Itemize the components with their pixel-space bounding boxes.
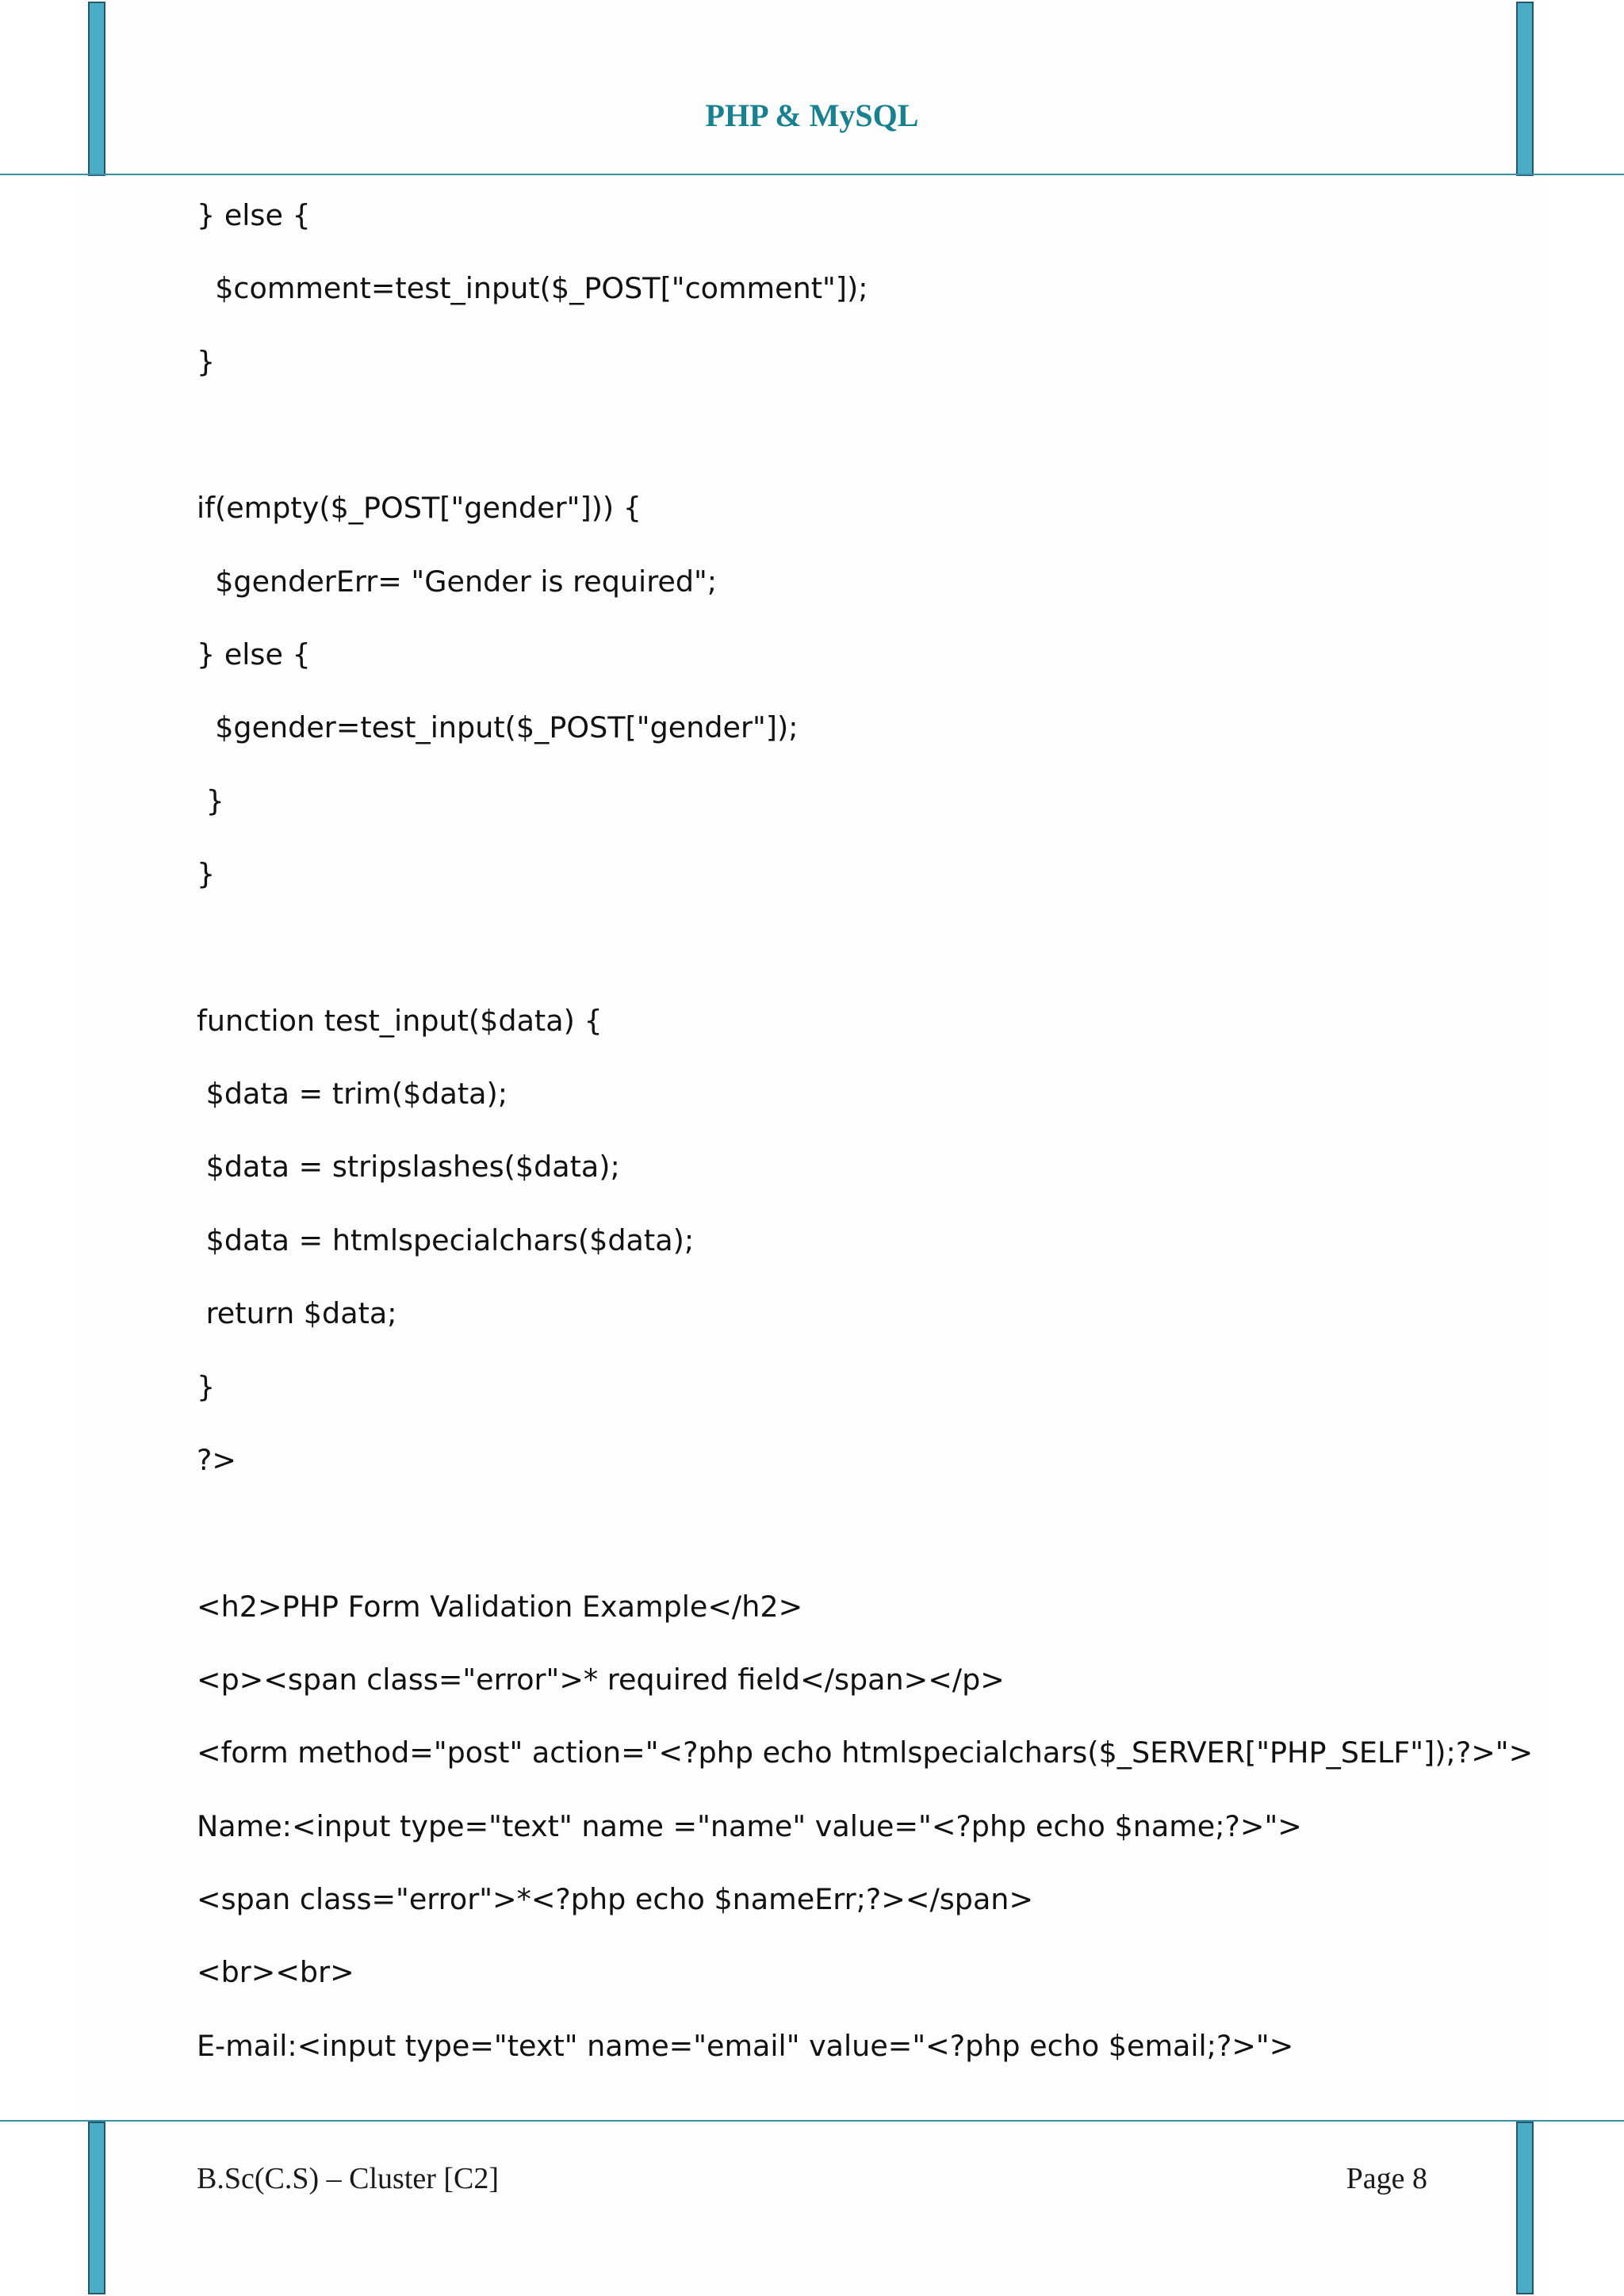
code-line: } else { xyxy=(197,198,311,232)
code-line: $data = trim($data); xyxy=(197,1077,508,1112)
code-line: } xyxy=(197,783,224,818)
code-line: $data = stripslashes($data); xyxy=(197,1150,620,1184)
code-line xyxy=(197,1511,1529,1584)
code-line: Name:<input type="text" name ="name" value="<?php echo $name;?>"> xyxy=(197,1808,1302,1843)
code-listing xyxy=(197,193,1534,2097)
footer-left-bar xyxy=(88,2122,105,2294)
code-line: $gender=test_input($_POST["gender"]); xyxy=(197,710,799,745)
code-line: <br><br> xyxy=(197,1955,354,1990)
code-line: E-mail:<input type="text" name="email" value="<?php echo $email;?>"> xyxy=(197,2028,1294,2063)
code-line: <form method="post" action="<?php echo htmlspecialchars($_SERVER["PHP_SELF"]);?>"> xyxy=(197,1735,1534,1770)
footer-rule xyxy=(0,2120,1624,2122)
code-line xyxy=(197,925,1529,998)
code-line: <span class="error">*<?php echo $nameErr;?></span> xyxy=(197,1881,1034,1916)
code-line: $data = htmlspecialchars($data); xyxy=(197,1223,695,1257)
footer-course-label: B.Sc(C.S) – Cluster [C2] xyxy=(197,2162,500,2195)
code-line: } xyxy=(197,344,216,379)
footer-page-number: Page 8 xyxy=(1346,2162,1427,2195)
code-line: $comment=test_input($_POST["comment"]); xyxy=(197,271,868,306)
code-line: if(empty($_POST["gender"])) { xyxy=(197,491,642,526)
header-right-bar xyxy=(1516,2,1534,176)
footer-right-bar xyxy=(1516,2122,1534,2294)
page-header-title: PHP & MySQL xyxy=(705,98,919,133)
code-line: <h2>PHP Form Validation Example</h2> xyxy=(197,1589,803,1624)
header-rule xyxy=(0,174,1624,175)
code-line: } xyxy=(197,1369,216,1404)
code-line: } xyxy=(197,857,216,892)
code-line: ?> xyxy=(197,1442,236,1477)
code-line: } else { xyxy=(197,637,311,672)
code-line: return $data; xyxy=(197,1296,397,1331)
code-line: <p><span class="error">* required field</span></p> xyxy=(197,1662,1005,1697)
header-left-bar xyxy=(88,2,105,176)
code-line: function test_input($data) { xyxy=(197,1003,603,1038)
code-line: $genderErr= "Gender is required"; xyxy=(197,564,718,599)
code-line xyxy=(197,413,1529,486)
